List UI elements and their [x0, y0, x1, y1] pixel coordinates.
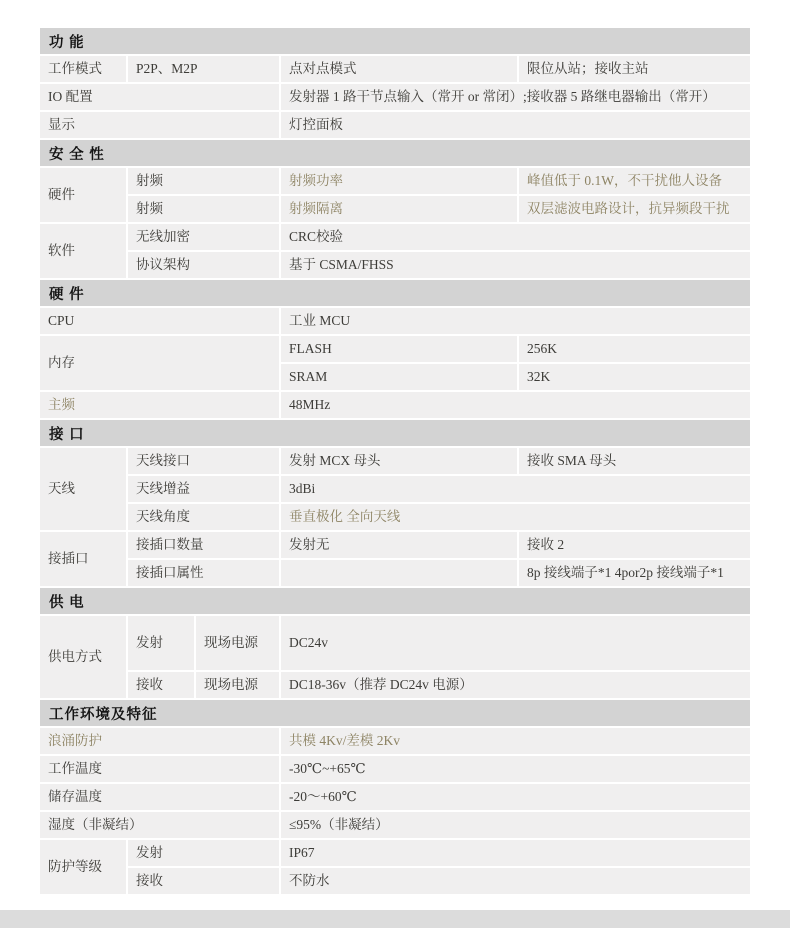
spec-cell: SRAM [281, 364, 517, 390]
spec-cell: 8p 接线端子*1 4por2p 接线端子*1 [519, 560, 750, 586]
spec-cell: 发射 [128, 616, 194, 670]
spec-cell: 现场电源 [196, 672, 279, 698]
spec-cell: -20～+60℃ [281, 784, 750, 810]
spec-cell: -30℃~+65℃ [281, 756, 750, 782]
section-title: 安 全 性 [40, 140, 750, 166]
spec-cell: 3dBi [281, 476, 750, 502]
spec-cell: 接插口 [40, 532, 126, 586]
spec-cell: 协议架构 [128, 252, 279, 278]
spec-cell: 接收 2 [519, 532, 750, 558]
spec-cell: 接插口数量 [128, 532, 279, 558]
spec-cell: 射频隔离 [281, 196, 517, 222]
spec-cell: 工作温度 [40, 756, 279, 782]
spec-cell: 垂直极化 全向天线 [281, 504, 750, 530]
section-title: 功 能 [40, 28, 750, 54]
spec-cell: 硬件 [40, 168, 126, 222]
footer-band [0, 910, 790, 928]
spec-cell: P2P、M2P [128, 56, 279, 82]
section-title: 供 电 [40, 588, 750, 614]
section-title: 工作环境及特征 [40, 700, 750, 726]
spec-cell: 射频 [128, 168, 279, 194]
spec-cell: 峰值低于 0.1W，不干扰他人设备 [519, 168, 750, 194]
spec-cell: 接收 SMA 母头 [519, 448, 750, 474]
spec-cell: 灯控面板 [281, 112, 750, 138]
spec-cell: 显示 [40, 112, 279, 138]
spec-cell: CPU [40, 308, 279, 334]
spec-cell: 防护等级 [40, 840, 126, 894]
section-grid [40, 448, 750, 586]
spec-cell: 供电方式 [40, 616, 126, 698]
spec-cell: 天线接口 [128, 448, 279, 474]
spec-cell: 限位从站；接收主站 [519, 56, 750, 82]
spec-section [40, 280, 750, 418]
spec-cell: 发射 MCX 母头 [281, 448, 517, 474]
section-grid [40, 56, 750, 138]
spec-cell: 主频 [40, 392, 279, 418]
spec-cell: 储存温度 [40, 784, 279, 810]
spec-cell: IO 配置 [40, 84, 279, 110]
spec-cell: 256K [519, 336, 750, 362]
spec-cell: 工作模式 [40, 56, 126, 82]
spec-cell: 48MHz [281, 392, 750, 418]
spec-cell: 发射 [128, 840, 279, 866]
spec-cell: 点对点模式 [281, 56, 517, 82]
spec-cell: 内存 [40, 336, 279, 390]
spec-cell: 基于 CSMA/FHSS [281, 252, 750, 278]
spec-cell [281, 560, 517, 586]
spec-cell: 现场电源 [196, 616, 279, 670]
spec-cell: DC18-36v（推荐 DC24v 电源） [281, 672, 750, 698]
spec-cell: 射频 [128, 196, 279, 222]
spec-cell: 不防水 [281, 868, 750, 894]
spec-section [40, 588, 750, 698]
spec-section [40, 700, 750, 894]
section-title: 接 口 [40, 420, 750, 446]
spec-cell: CRC校验 [281, 224, 750, 250]
spec-section [40, 28, 750, 138]
spec-cell: ≤95%（非凝结） [281, 812, 750, 838]
spec-cell: 天线增益 [128, 476, 279, 502]
spec-cell: 发射无 [281, 532, 517, 558]
spec-table [40, 28, 750, 896]
section-title: 硬 件 [40, 280, 750, 306]
spec-cell: 软件 [40, 224, 126, 278]
spec-cell: 浪涌防护 [40, 728, 279, 754]
spec-cell: 32K [519, 364, 750, 390]
section-grid [40, 308, 750, 418]
spec-section [40, 420, 750, 586]
spec-cell: 工业 MCU [281, 308, 750, 334]
spec-cell: 湿度（非凝结） [40, 812, 279, 838]
spec-cell: 无线加密 [128, 224, 279, 250]
spec-cell: 共模 4Kv/差模 2Kv [281, 728, 750, 754]
spec-cell: 接收 [128, 672, 194, 698]
section-grid [40, 168, 750, 278]
spec-cell: 天线 [40, 448, 126, 530]
spec-cell: FLASH [281, 336, 517, 362]
spec-cell: IP67 [281, 840, 750, 866]
spec-cell: 射频功率 [281, 168, 517, 194]
spec-cell: 接收 [128, 868, 279, 894]
spec-cell: 发射器 1 路干节点输入（常开 or 常闭）;接收器 5 路继电器输出（常开） [281, 84, 750, 110]
spec-cell: 接插口属性 [128, 560, 279, 586]
spec-cell: 天线角度 [128, 504, 279, 530]
spec-section [40, 140, 750, 278]
spec-cell: 双层滤波电路设计，抗异频段干扰 [519, 196, 750, 222]
section-grid [40, 728, 750, 894]
section-grid [40, 616, 750, 698]
spec-cell: DC24v [281, 616, 750, 670]
